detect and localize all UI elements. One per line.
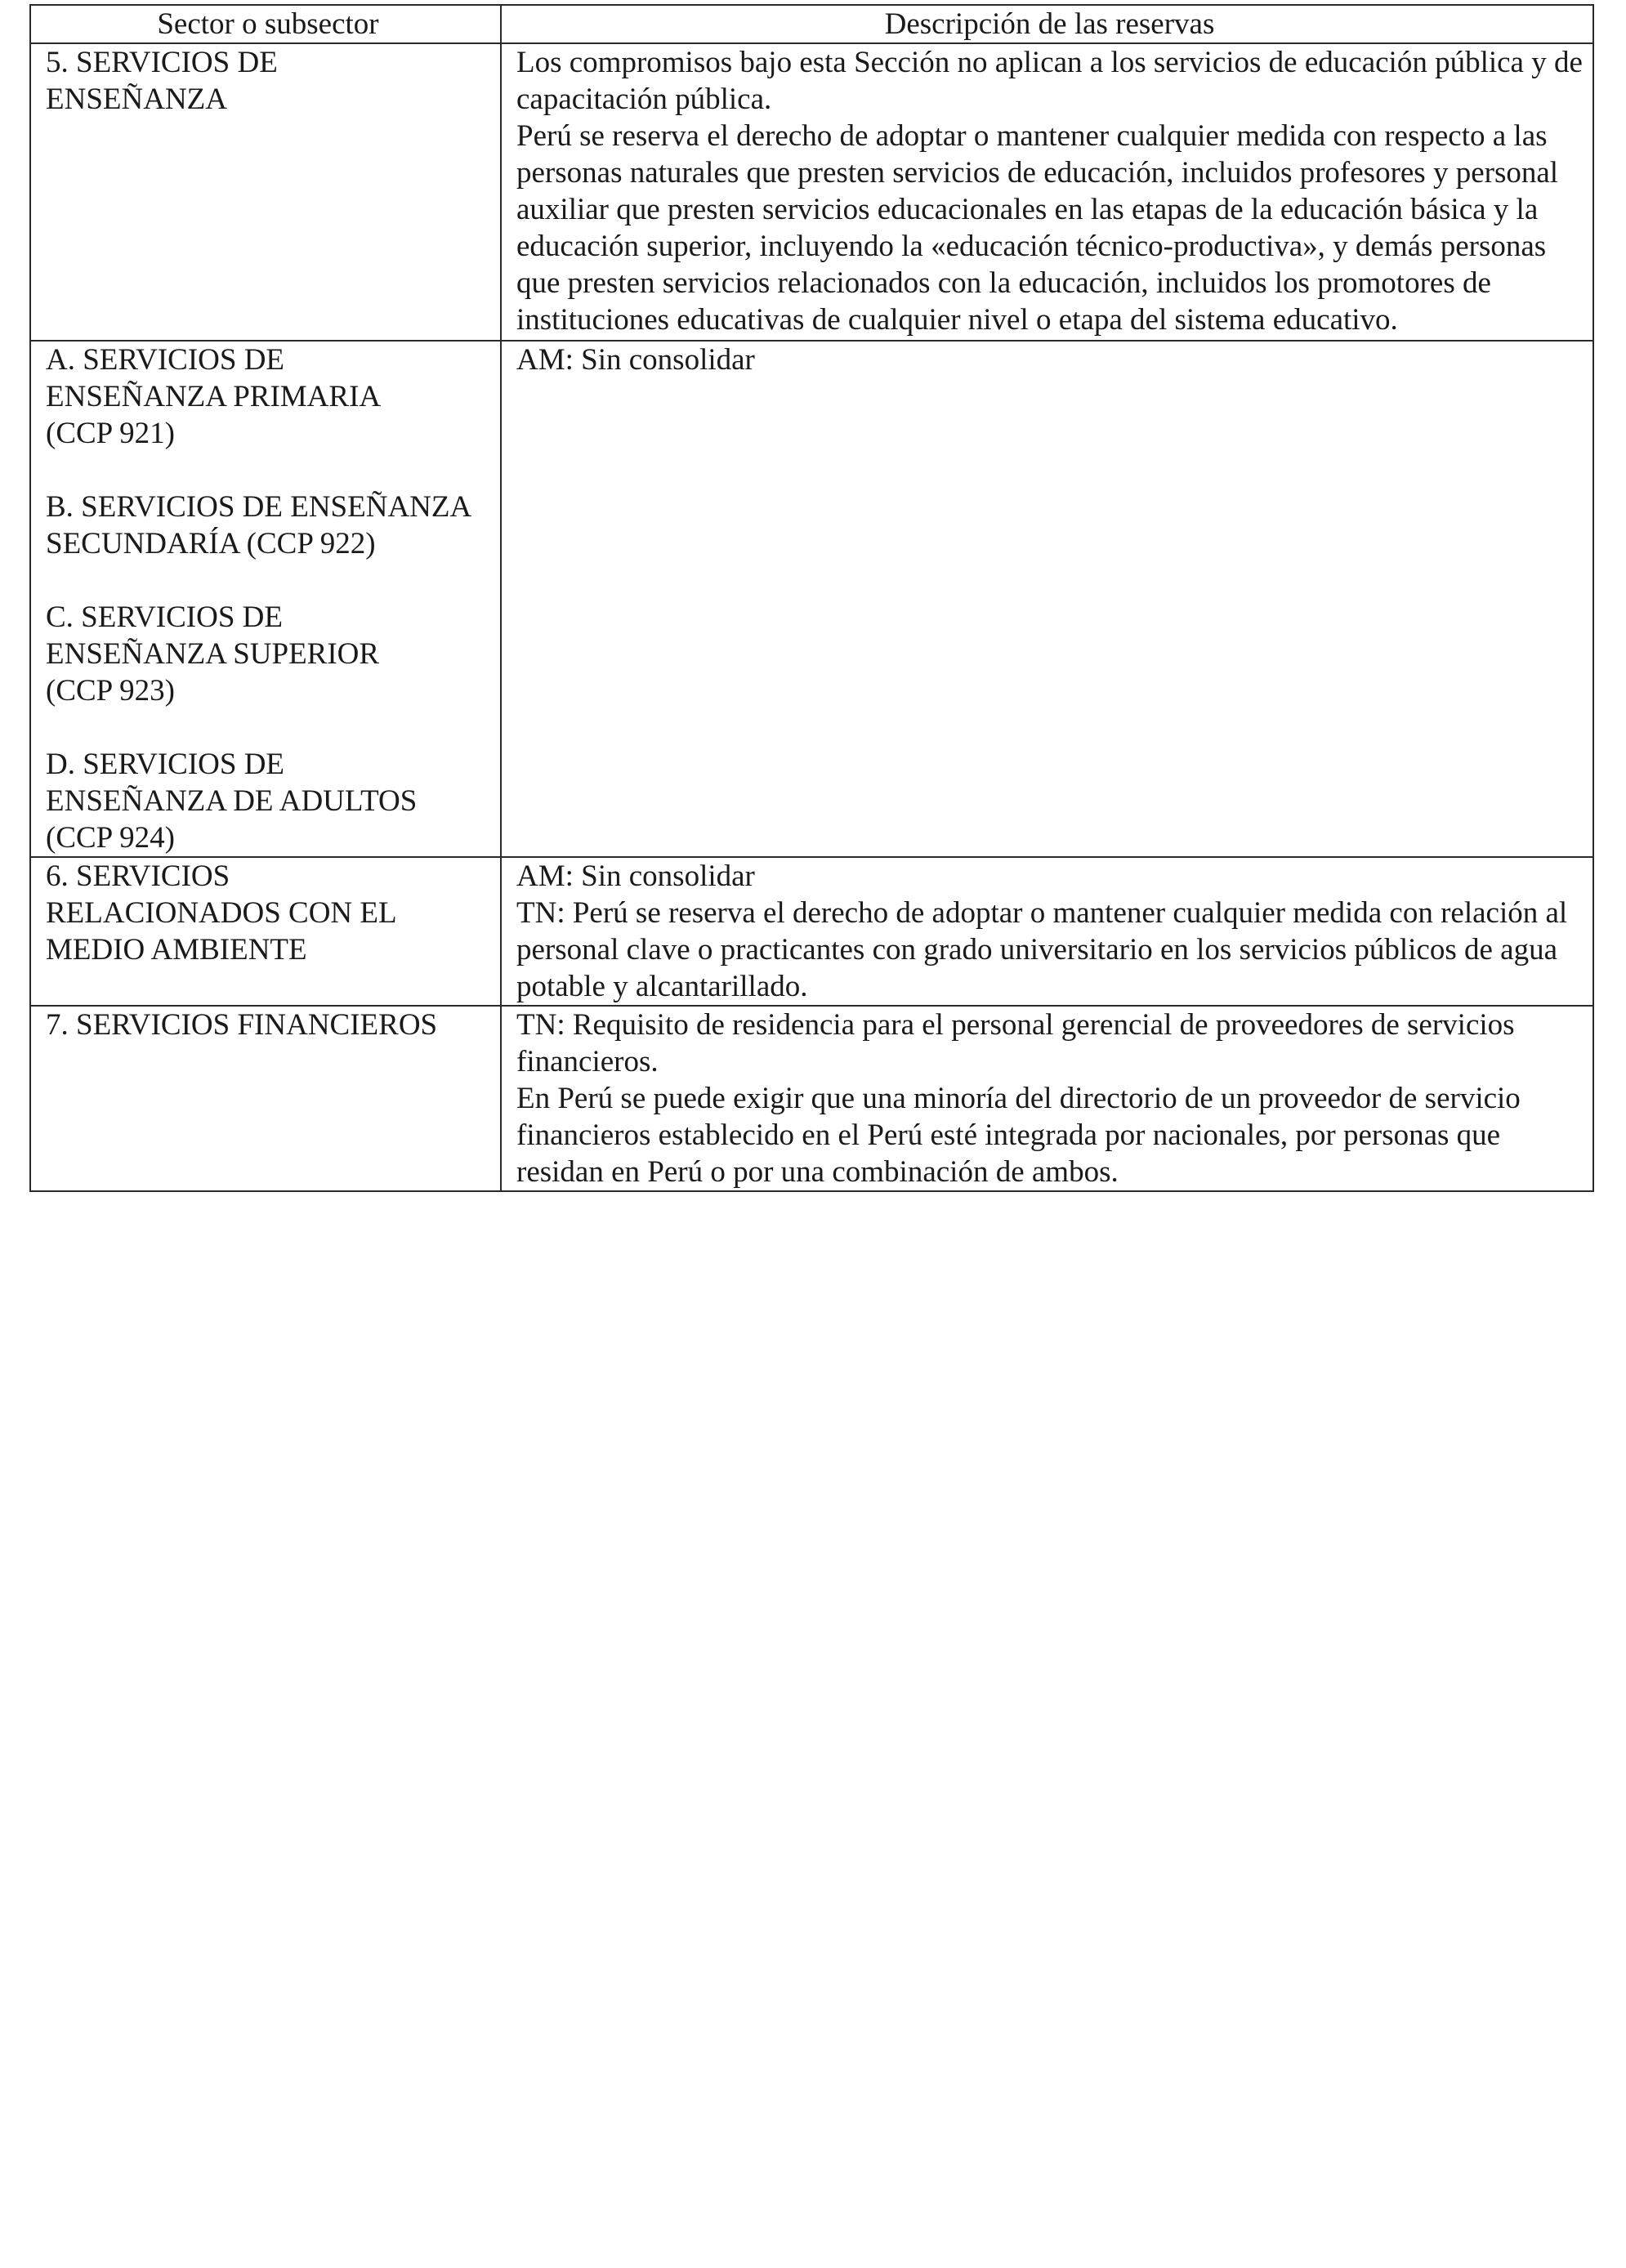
sector-text: 6. SERVICIOS RELACIONADOS CON EL MEDIO AMBIENTE xyxy=(46,859,396,967)
spacer xyxy=(46,562,490,599)
table-row xyxy=(30,1006,1593,1191)
sector-cell xyxy=(30,1006,501,1191)
reservations-table xyxy=(29,4,1594,1192)
description-cell xyxy=(501,1006,1593,1191)
sector-text: 7. SERVICIOS FINANCIEROS xyxy=(46,1008,438,1042)
sector-text: D. SERVICIOS DE ENSEÑANZA DE ADULTOS (CCP 924) xyxy=(46,748,418,855)
description-text: TN: Requisito de residencia para el personal gerencial de proveedores de servicios financieros. xyxy=(516,1008,1515,1078)
description-text: Los compromisos bajo esta Sección no aplican a los servicios de educación pública y de capacitación pública. xyxy=(516,46,1583,116)
spacer xyxy=(46,452,490,489)
document-page xyxy=(29,4,1594,1192)
sector-cell xyxy=(30,43,501,341)
description-text: AM: Sin consolidar xyxy=(516,859,755,893)
sector-cell xyxy=(30,857,501,1006)
sector-text: C. SERVICIOS DE ENSEÑANZA SUPERIOR (CCP 923) xyxy=(46,600,380,708)
table-header-row xyxy=(30,5,1593,43)
description-text: En Perú se puede exigir que una minoría del directorio de un proveedor de servicio financieros establecido en el Perú esté integrada por nacionales, por personas que residan en Perú o por una combinación de ambos. xyxy=(516,1082,1521,1189)
description-cell xyxy=(501,857,1593,1006)
sector-text: A. SERVICIOS DE ENSEÑANZA PRIMARIA (CCP 921) xyxy=(46,343,380,450)
description-text: AM: Sin consolidar xyxy=(516,343,755,377)
spacer xyxy=(46,709,490,746)
table-row xyxy=(30,857,1593,1006)
description-text: TN: Perú se reserva el derecho de adoptar o mantener cualquier medida con relación al personal clave o practicantes con grado universitario en los servicios públicos de agua potable y alcantarillado. xyxy=(516,896,1568,1003)
description-cell xyxy=(501,341,1593,857)
sector-text: 5. SERVICIOS DE ENSEÑANZA xyxy=(46,46,278,116)
sector-text: B. SERVICIOS DE ENSEÑANZA SECUNDARÍA (CCP 922) xyxy=(46,490,471,560)
description-cell xyxy=(501,43,1593,341)
header-sector: Sector o subsector xyxy=(30,5,501,43)
description-text: Perú se reserva el derecho de adoptar o mantener cualquier medida con respecto a las personas naturales que presten servicios de educación, incluidos profesores y personal auxiliar que presten servicios educacionales en las etapas de la educación básica y la educación superior, incluyendo la «educación técnico-productiva», y demás personas que presten servicios relacionados con la educación, incluidos los promotores de instituciones educativas de cualquier nivel o etapa del sistema educativo. xyxy=(516,119,1559,337)
header-descripcion: Descripción de las reservas xyxy=(501,5,1593,43)
table-row xyxy=(30,43,1593,341)
table-row xyxy=(30,341,1593,857)
sector-cell xyxy=(30,341,501,857)
